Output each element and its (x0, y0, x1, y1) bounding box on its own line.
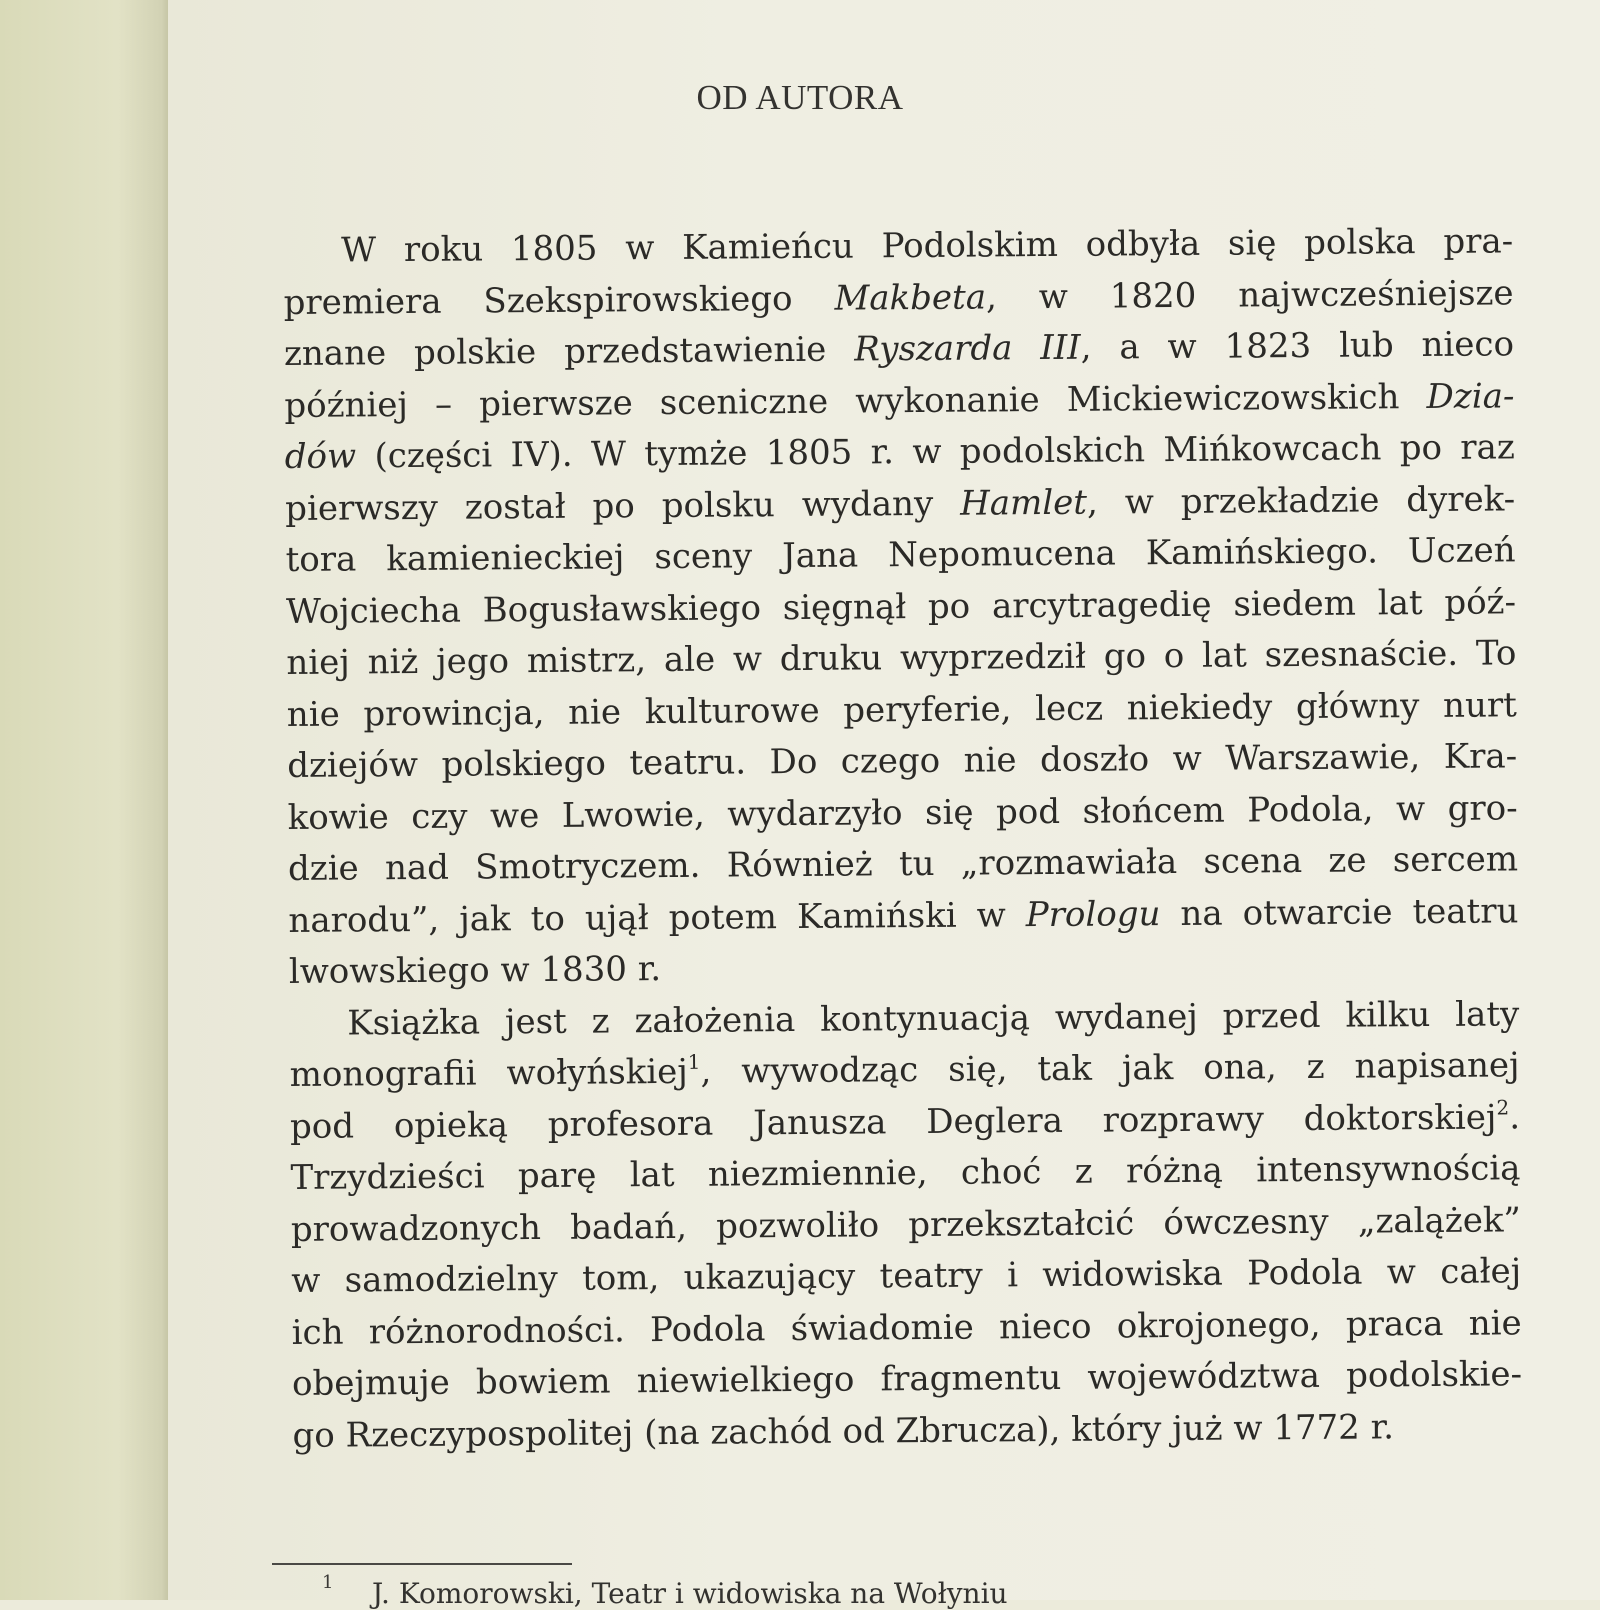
italic-title: Ryszarda III (854, 327, 1081, 370)
italic-title: Makbeta (834, 276, 987, 319)
text-segment: znane polskie przedstawienie (283, 329, 855, 374)
text-line (291, 1246, 1521, 1307)
text-segment: . (1509, 1096, 1521, 1137)
text-segment: pierwszy został po polsku wydany (285, 483, 961, 529)
text-line (284, 319, 1514, 380)
text-line (283, 216, 1513, 277)
text-segment: ich różnorodności. Podola świadomie nieco okrojonego, praca nie (291, 1302, 1522, 1353)
text-segment: później – pierwsze sceniczne wykonanie Mickiewiczowskich (284, 376, 1427, 426)
text-segment: , wywodząc się, tak jak ona, z napisanej (700, 1045, 1520, 1092)
text-segment: Książka jest z założenia kontynuacją wydanej przed kilku laty (347, 993, 1520, 1044)
text-segment: obejmuje bowiem niewielkiego fragmentu województwa podolskie- (291, 1354, 1523, 1404)
text-segment: lwowskiego w 1830 r. (288, 949, 662, 992)
text-line (290, 1143, 1520, 1204)
text-segment: monografii wołyńskiej (289, 1051, 688, 1095)
text-segment: , w 1820 najwcześniejsze (985, 272, 1514, 317)
text-segment: dzie nad Smotryczem. Również tu „rozmawiała scena ze sercem (287, 839, 1519, 889)
text-line (292, 1401, 1522, 1462)
text-segment: nie prowincja, nie kulturowe peryferie, lecz niekiedy główny nurt (286, 684, 1517, 735)
text-segment: Trzydzieści parę lat niezmiennie, choć z różną intensywnością (290, 1148, 1521, 1198)
text-segment: , w przekładzie dyrek- (1086, 478, 1516, 523)
text-line (285, 525, 1515, 586)
italic-title: dów (284, 436, 357, 477)
text-segment: W roku 1805 w Kamieńcu Podolskim odbyła się polska pra- (341, 221, 1514, 271)
text-segment: Wojciecha Bogusławskiego sięgnął po arcytragedię siedem lat póź- (285, 581, 1517, 632)
footnote-rule (272, 1563, 572, 1565)
text-line (289, 1040, 1519, 1101)
body-text (283, 216, 1523, 1462)
text-segment: premiera Szekspirowskiego (283, 278, 835, 323)
text-segment: , a w 1823 lub nieco (1080, 324, 1515, 368)
text-line (286, 628, 1516, 689)
text-line (292, 1349, 1522, 1410)
text-line (285, 422, 1515, 483)
text-segment: dziejów polskiego teatru. Do czego nie doszło w Warszawie, Kra- (287, 736, 1518, 786)
text-segment: tora kamienieckiej sceny Jana Nepomucena Kamińskiego. Uczeń (285, 530, 1516, 580)
footnote-number: 1 (322, 1572, 334, 1593)
italic-title: Hamlet (959, 482, 1088, 524)
page-title: OD AUTORA (696, 78, 904, 117)
text-segment: niej niż jego mistrz, ale w druku wyprzedził go o lat szesnaście. To (286, 633, 1517, 683)
text-segment: pod opieką profesora Janusza Deglera rozprawy doktorskiej (289, 1096, 1497, 1147)
text-segment: (części IV). W tymże 1805 r. w podolskich Mińkowcach po raz (355, 427, 1515, 477)
italic-title: Dzia- (1426, 375, 1515, 417)
footnote-text: J. Komorowski, Teatr i widowiska na Wołyniu (372, 1577, 1008, 1610)
text-line (287, 731, 1517, 792)
footnote-marker: 2 (1496, 1094, 1510, 1119)
footnote-marker: 1 (687, 1049, 701, 1074)
text-line (288, 886, 1518, 947)
text-segment: prowadzonych badań, pozwoliło przekształcić ówczesny „zalążek” (290, 1199, 1522, 1250)
book-gutter (0, 0, 168, 1600)
text-segment: go Rzeczypospolitej (na zachód od Zbrucza), który już w 1772 r. (292, 1406, 1395, 1456)
text-segment: narodu”, jak to ujął potem Kamiński w (288, 894, 1026, 941)
text-line (288, 834, 1518, 895)
text-segment: kowie czy we Lwowie, wydarzyło się pod słońcem Podola, w gro- (287, 787, 1518, 838)
text-segment: w samodzielny tom, ukazujący teatry i widowiska Podola w całej (291, 1251, 1522, 1301)
text-segment: na otwarcie teatru (1160, 890, 1519, 934)
italic-title: Prologu (1025, 893, 1161, 935)
